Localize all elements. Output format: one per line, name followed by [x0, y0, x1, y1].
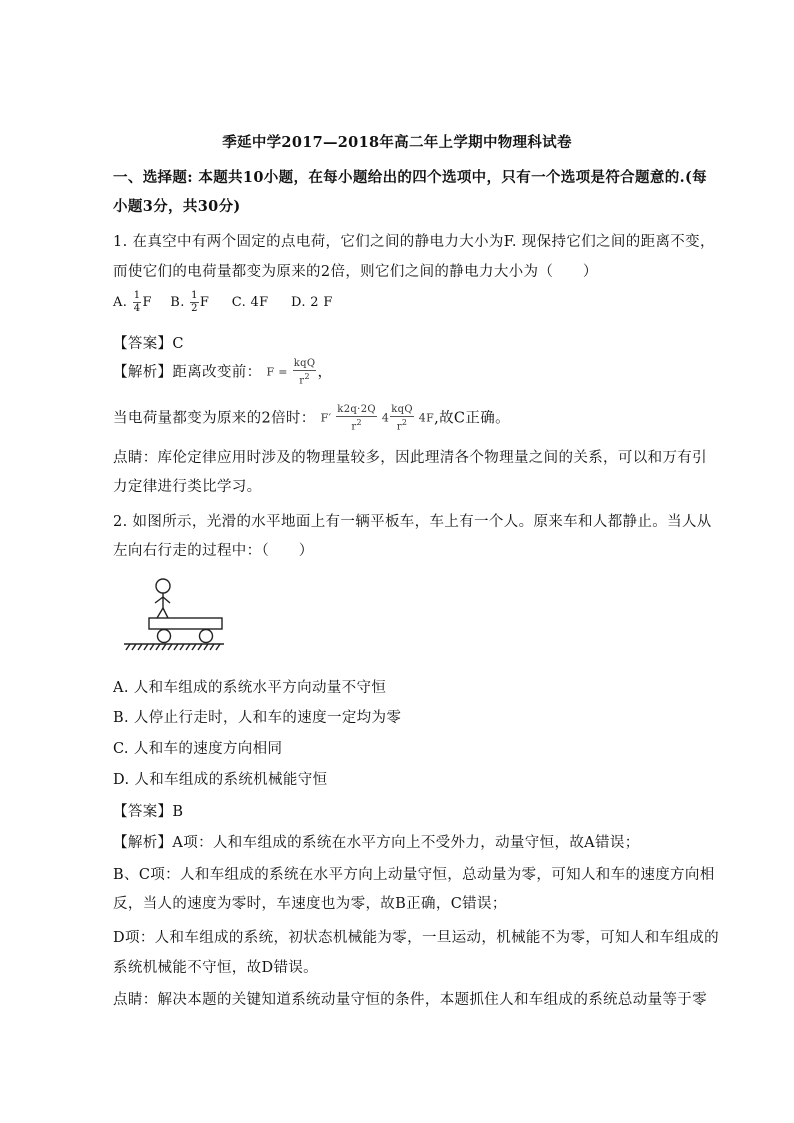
q2-analysis-line-4: D项：人和车组成的系统，初状态机械能为零，一旦运动，机械能不为零，可知人和车组成的: [113, 930, 719, 946]
q1-stem-line-1: 1. 在真空中有两个固定的点电荷，它们之间的静电力大小为F. 现保持它们之间的距离不变，: [113, 234, 715, 250]
exam-title: 季延中学2017—2018年高二年上学期中物理科试卷: [222, 134, 572, 151]
q1-options: [113, 290, 333, 315]
q1-option-c: C. 4F: [231, 295, 269, 310]
q2-option-a: A. 人和车组成的系统水平方向动量不守恒: [113, 680, 387, 696]
q1-analysis-line-2: 当电荷量都变为原来的2倍时： F′ $\frac{k2q\cdot 2Q}{r^2}$ 4 $\frac{\text{kqQ}}{r^2}$ 4F,故C正确。: [113, 404, 510, 433]
section-heading-line-1: 一、选择题: 本题共10小题，在每小题给出的四个选项中，只有一个选项是符合题意的.(每: [113, 169, 708, 186]
q1-tip-line-2: 力定律进行类比学习。: [113, 479, 262, 495]
q1-answer: 【答案】C: [113, 336, 184, 352]
q1-analysis-line-1: 【解析】距离改变前： F = $\frac{\text{kqQ}}{r^2}$ ，: [113, 358, 333, 387]
q2-analysis-line-3: 反，当人的速度为零时，车速度也为零，故B正确，C错误；: [113, 896, 507, 912]
section-heading-line-2: 小题3分，共30分): [113, 198, 241, 215]
q2-analysis-line-2: B、C项：人和车组成的系统在水平方向上动量守恒，总动量为零，可知人和车的速度方向相: [113, 867, 715, 883]
q2-option-c: C. 人和车的速度方向相同: [113, 741, 283, 757]
q2-stem-line-1: 2. 如图所示，光滑的水平地面上有一辆平板车，车上有一个人。原来车和人都静止。当人从: [113, 514, 712, 530]
q2-option-d: D. 人和车组成的系统机械能守恒: [113, 772, 328, 788]
q1-option-b: B. $\frac{1}{2}$ F: [170, 290, 210, 314]
person-on-cart-figure: [118, 572, 228, 656]
q1-stem-line-2: 而使它们的电荷量都变为原来的2倍，则它们之间的静电力大小为（ ）: [113, 264, 598, 280]
coulomb-formula-before: F = $\frac{\text{kqQ}}{r^2}$: [266, 358, 316, 387]
q2-analysis-line-1: 【解析】A项：人和车组成的系统在水平方向上不受外力，动量守恒，故A错误；: [113, 835, 640, 851]
q2-tip-line-1: 点睛：解决本题的关键知道系统动量守恒的条件，本题抓住人和车组成的系统总动量等于零: [113, 992, 707, 1008]
q2-option-b: B. 人停止行走时，人和车的速度一定均为零: [113, 710, 402, 726]
q2-analysis-line-5: 系统机械能不守恒，故D错误。: [113, 960, 319, 976]
coulomb-formula-after: F′ $\frac{k2q\cdot 2Q}{r^2}$ 4 $\frac{\text{kqQ}}{r^2}$ 4F: [320, 404, 435, 433]
q1-tip-line-1: 点睛：库伦定律应用时涉及的物理量较多，因此理清各个物理量之间的关系，可以和万有引: [113, 450, 707, 466]
q1-option-d: D. 2 F: [291, 295, 333, 310]
q1-option-a: A. $\frac{1}{4}$ F: [113, 290, 152, 314]
q2-answer: 【答案】B: [113, 804, 184, 820]
q2-stem-line-2: 左向右行走的过程中：（ ）: [113, 543, 314, 559]
